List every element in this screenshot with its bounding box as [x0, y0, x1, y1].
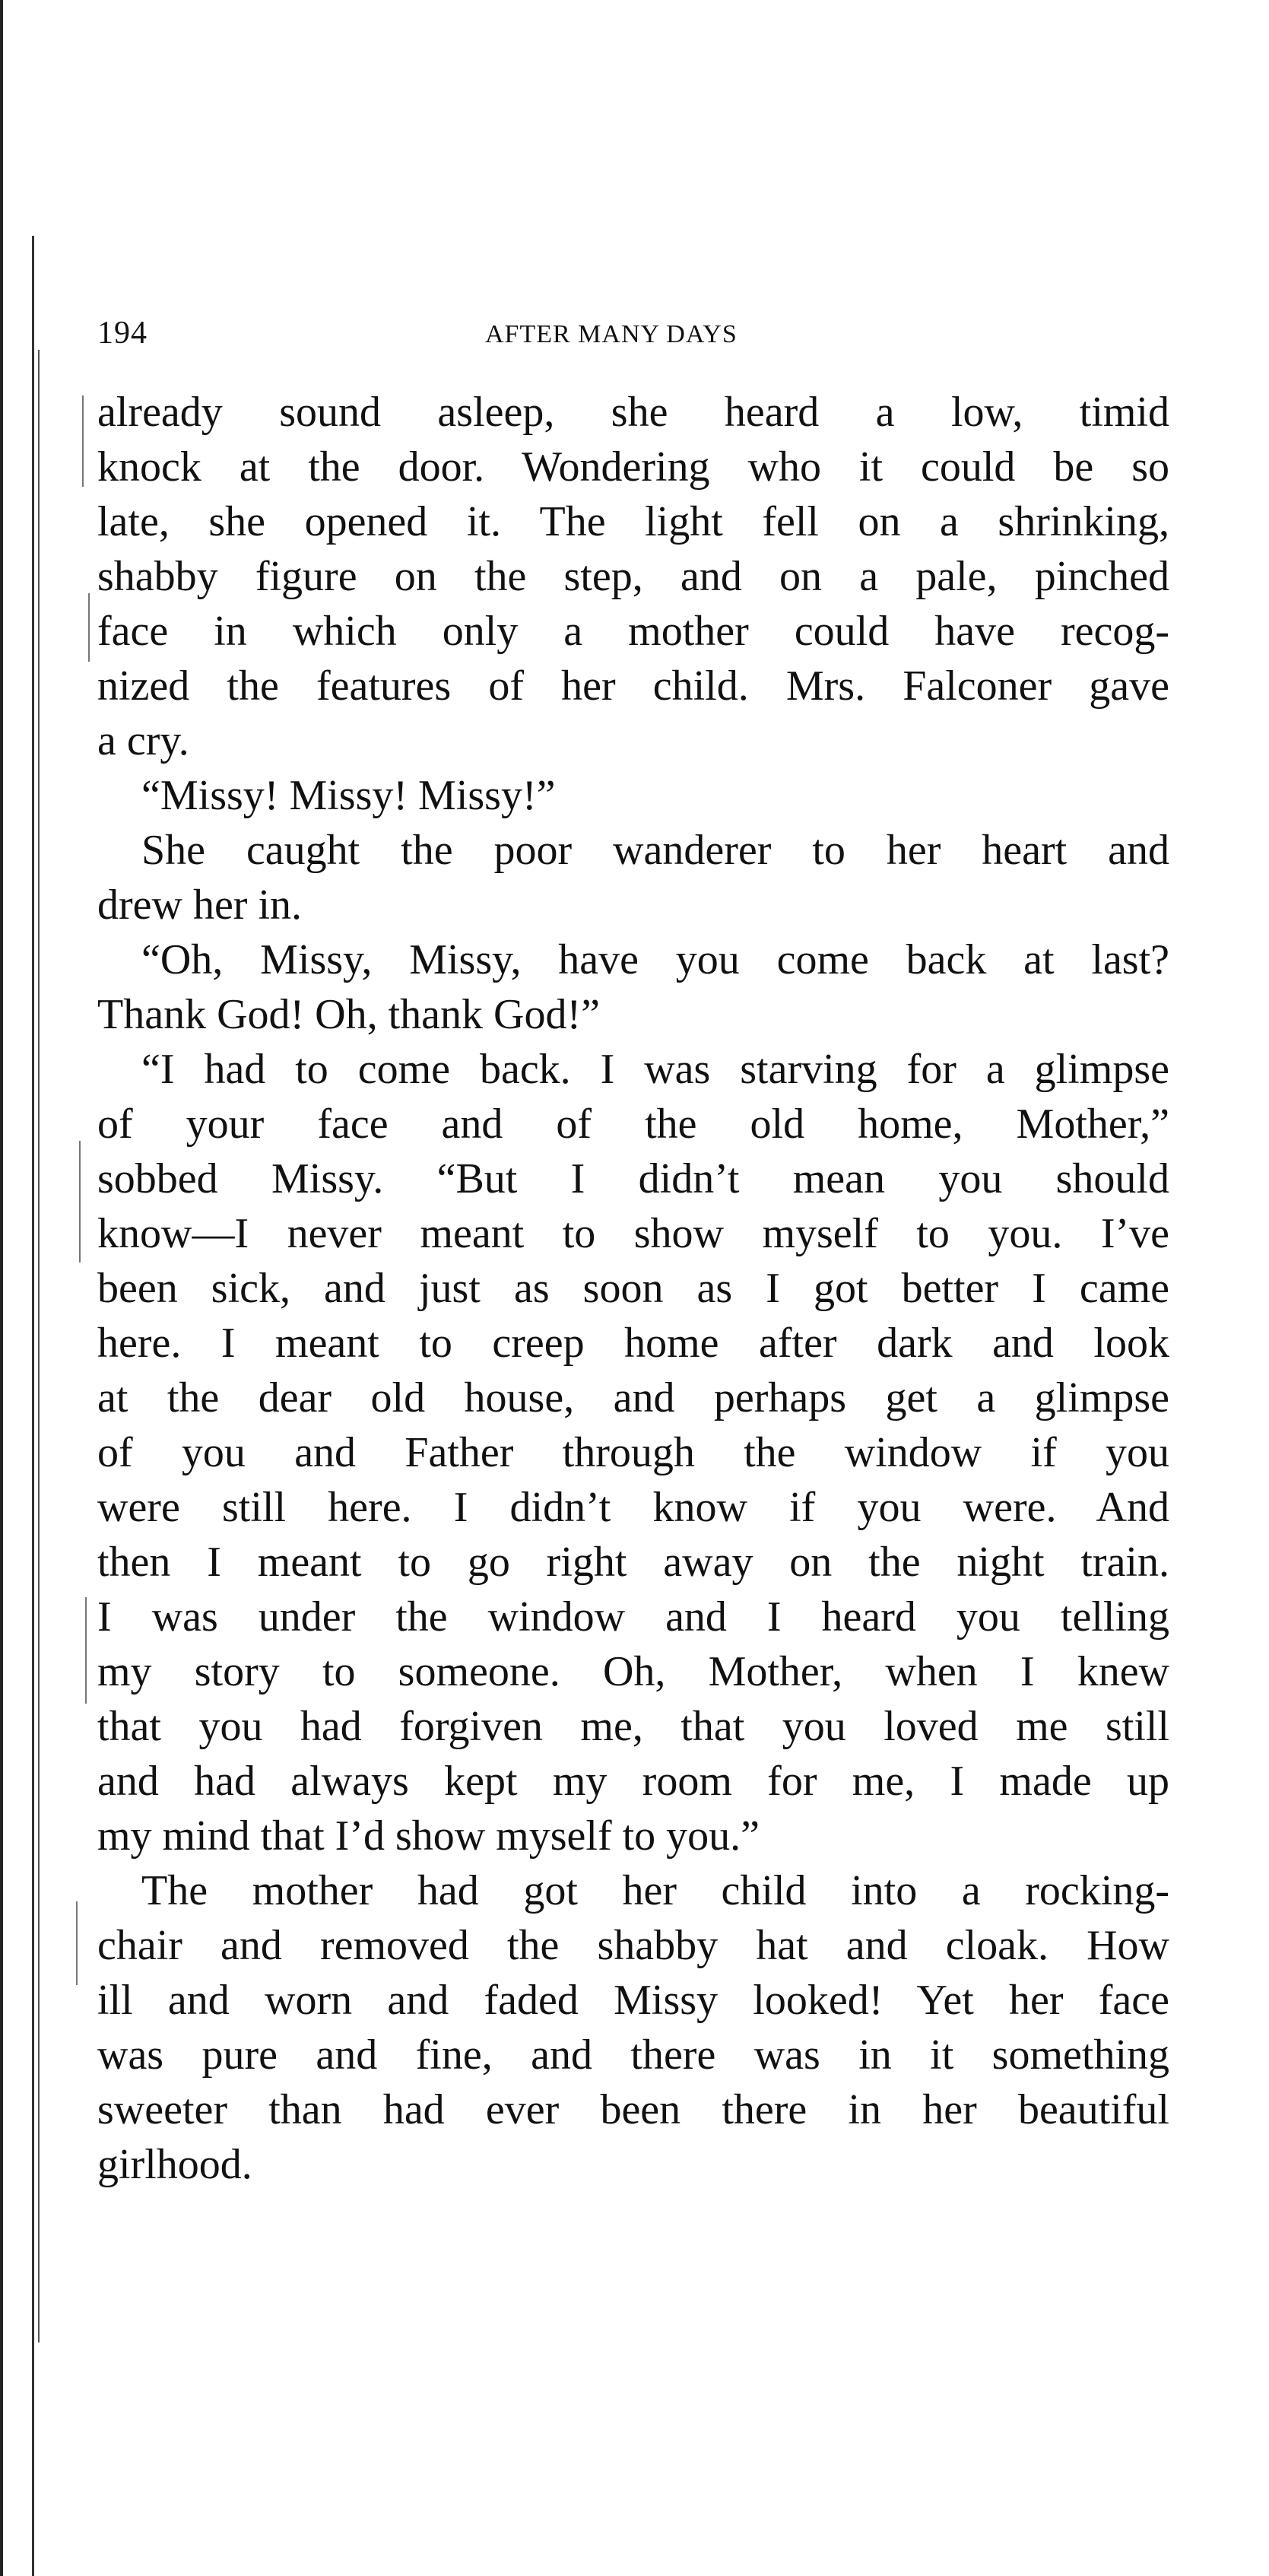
text-line: “I had to come back. I was starving for a glimpse	[141, 1046, 1169, 1093]
running-title: AFTER MANY DAYS	[485, 320, 738, 348]
text-line: my story to someone. Oh, Mother, when I knew	[97, 1648, 1169, 1695]
gutter-speckle	[82, 395, 84, 487]
text-line: drew her in.	[97, 881, 303, 929]
text-line: were still here. I didn’t know if you were. And	[97, 1484, 1169, 1531]
text-line: shabby figure on the step, and on a pale, pinched	[97, 553, 1169, 600]
text-line: chair and removed the shabby hat and cloak. How	[97, 1922, 1169, 1969]
gutter-line	[38, 350, 40, 2343]
page-number: 194	[97, 316, 148, 351]
text-line: then I meant to go right away on the night train.	[97, 1539, 1169, 1586]
text-line: know—I never meant to show myself to you. I’ve	[97, 1210, 1169, 1257]
binding-edge-line	[32, 236, 34, 2576]
text-line: The mother had got her child into a rocking-	[141, 1867, 1169, 1914]
body-text	[97, 385, 1169, 2192]
text-line: and had always kept my room for me, I made up	[97, 1758, 1169, 1805]
text-line: a cry.	[97, 717, 189, 764]
text-line: that you had forgiven me, that you loved me still	[97, 1703, 1169, 1750]
text-line: nized the features of her child. Mrs. Falconer gave	[97, 662, 1169, 710]
text-line: sobbed Missy. “But I didn’t mean you should	[97, 1155, 1169, 1202]
text-line: my mind that I’d show myself to you.”	[97, 1812, 760, 1860]
text-line: face in which only a mother could have recog-	[97, 608, 1169, 655]
scan-edge-line	[0, 0, 3, 2576]
gutter-speckle	[79, 1141, 81, 1263]
text-line: at the dear old house, and perhaps get a glimpse	[97, 1374, 1169, 1421]
text-line: Thank God! Oh, thank God!”	[97, 991, 600, 1038]
gutter-speckle	[85, 1597, 87, 1704]
text-line: She caught the poor wanderer to her heart and	[141, 827, 1169, 874]
text-line: ill and worn and faded Missy looked! Yet her face	[97, 1977, 1169, 2024]
text-line: knock at the door. Wondering who it could be so	[97, 443, 1169, 491]
text-line: “Oh, Missy, Missy, have you come back at last?	[141, 936, 1169, 983]
gutter-speckle	[76, 1901, 78, 1985]
text-line: been sick, and just as soon as I got better I came	[97, 1265, 1169, 1312]
text-line: was pure and fine, and there was in it something	[97, 2031, 1169, 2079]
text-line: of you and Father through the window if you	[97, 1429, 1169, 1476]
text-line: girlhood.	[97, 2141, 252, 2188]
text-line: I was under the window and I heard you telling	[97, 1593, 1169, 1641]
text-line: late, she opened it. The light fell on a shrinking,	[97, 498, 1169, 545]
text-line: here. I meant to creep home after dark and look	[97, 1320, 1169, 1367]
running-head	[97, 310, 1175, 356]
text-line: sweeter than had ever been there in her beautiful	[97, 2086, 1169, 2133]
gutter-speckle	[88, 593, 90, 662]
text-line: of your face and of the old home, Mother,”	[97, 1101, 1169, 1148]
text-line: already sound asleep, she heard a low, timid	[97, 389, 1169, 436]
text-line: “Missy! Missy! Missy!”	[141, 772, 556, 819]
